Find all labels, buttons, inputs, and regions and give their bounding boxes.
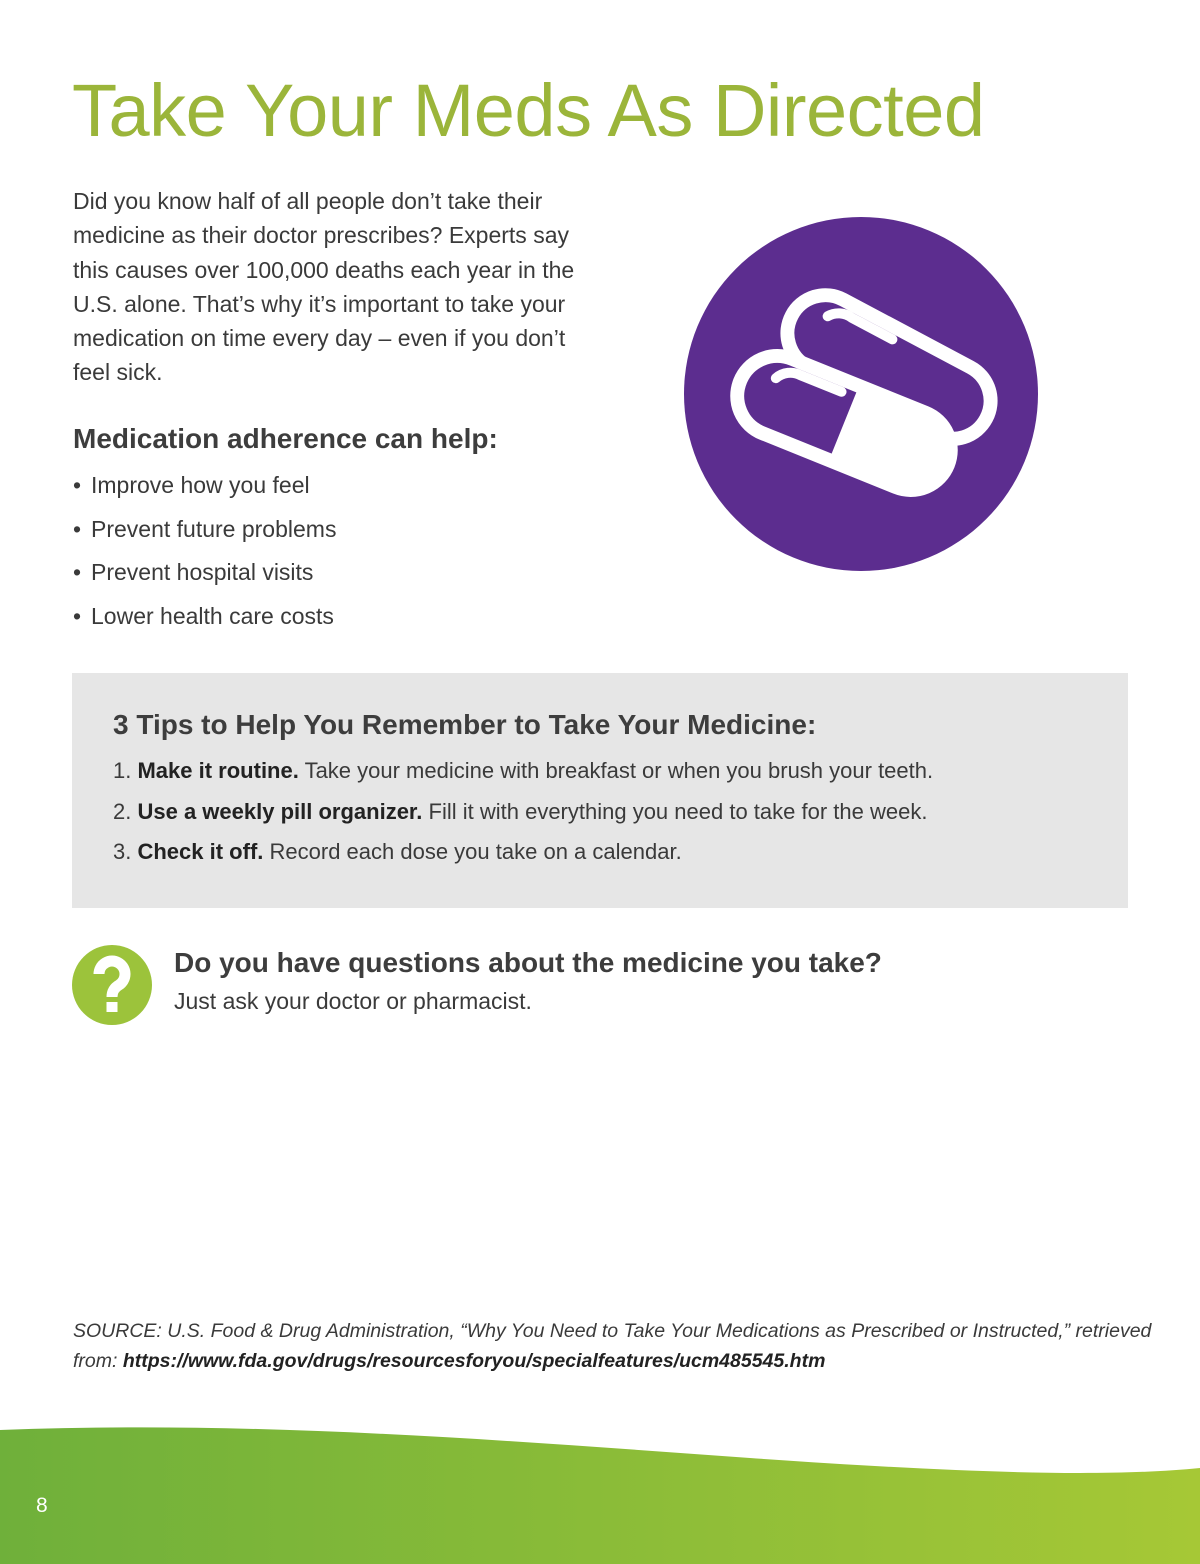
- list-item-text: Prevent hospital visits: [91, 559, 314, 586]
- footer-wave: [0, 1400, 1200, 1564]
- tip-number: 1.: [113, 758, 132, 783]
- tip-item: [113, 755, 933, 796]
- list-item: [73, 599, 336, 643]
- tip-number: 3.: [113, 839, 132, 865]
- pill-capsules-icon: [684, 217, 1038, 571]
- source-text: SOURCE: U.S. Food & Drug Administration, “Why You Need to Take Your Medications as Prescribed or Instructed,” retrieved from:: [73, 1320, 1152, 1372]
- page-title: Take Your Meds As Directed: [72, 69, 985, 152]
- bullet: •: [73, 515, 82, 542]
- tips-heading: 3 Tips to Help You Remember to Take Your Medicine:: [113, 709, 817, 740]
- adherence-heading: Medication adherence can help:: [73, 423, 498, 454]
- tip-bold: Use a weekly pill organizer.: [137, 798, 423, 824]
- tip-item: [113, 836, 933, 877]
- tips-box: [72, 673, 1128, 908]
- list-item-text: Lower health care costs: [91, 603, 334, 630]
- source-link[interactable]: https://www.fda.gov/drugs/resourcesforyou/specialfeatures/ucm485545.htm: [122, 1350, 826, 1372]
- page-number: 8: [36, 1494, 48, 1517]
- bullet: •: [73, 559, 82, 586]
- tip-text: Take your medicine with breakfast or when you brush your teeth.: [304, 758, 934, 783]
- list-item: [73, 555, 336, 599]
- tip-item: [113, 796, 933, 837]
- intro-paragraph: Did you know half of all people don’t take their medicine as their doctor prescribes? Experts say this causes over 100,000 deaths each year in the U.S. alone. That’s why it’s important to take your medication on time every day – even if you don’t feel sick.: [73, 188, 575, 386]
- tip-bold: Make it routine.: [137, 758, 299, 783]
- tip-bold: Check it off.: [137, 839, 264, 865]
- bullet: •: [73, 603, 82, 630]
- tip-text: Record each dose you take on a calendar.: [269, 839, 682, 865]
- tips-list: [113, 755, 933, 877]
- list-item: [73, 512, 336, 556]
- list-item: [73, 468, 336, 512]
- tip-text: Fill it with everything you need to take for the week.: [428, 798, 928, 824]
- question-text: Just ask your doctor or pharmacist.: [174, 988, 532, 1014]
- bullet: •: [73, 472, 82, 498]
- question-mark-icon: [72, 945, 152, 1025]
- list-item-text: Improve how you feel: [91, 472, 310, 498]
- adherence-list: [73, 468, 336, 643]
- source-citation: [73, 1316, 1153, 1376]
- question-heading: Do you have questions about the medicine you take?: [174, 947, 882, 978]
- list-item-text: Prevent future problems: [91, 515, 337, 542]
- tip-number: 2.: [113, 798, 132, 824]
